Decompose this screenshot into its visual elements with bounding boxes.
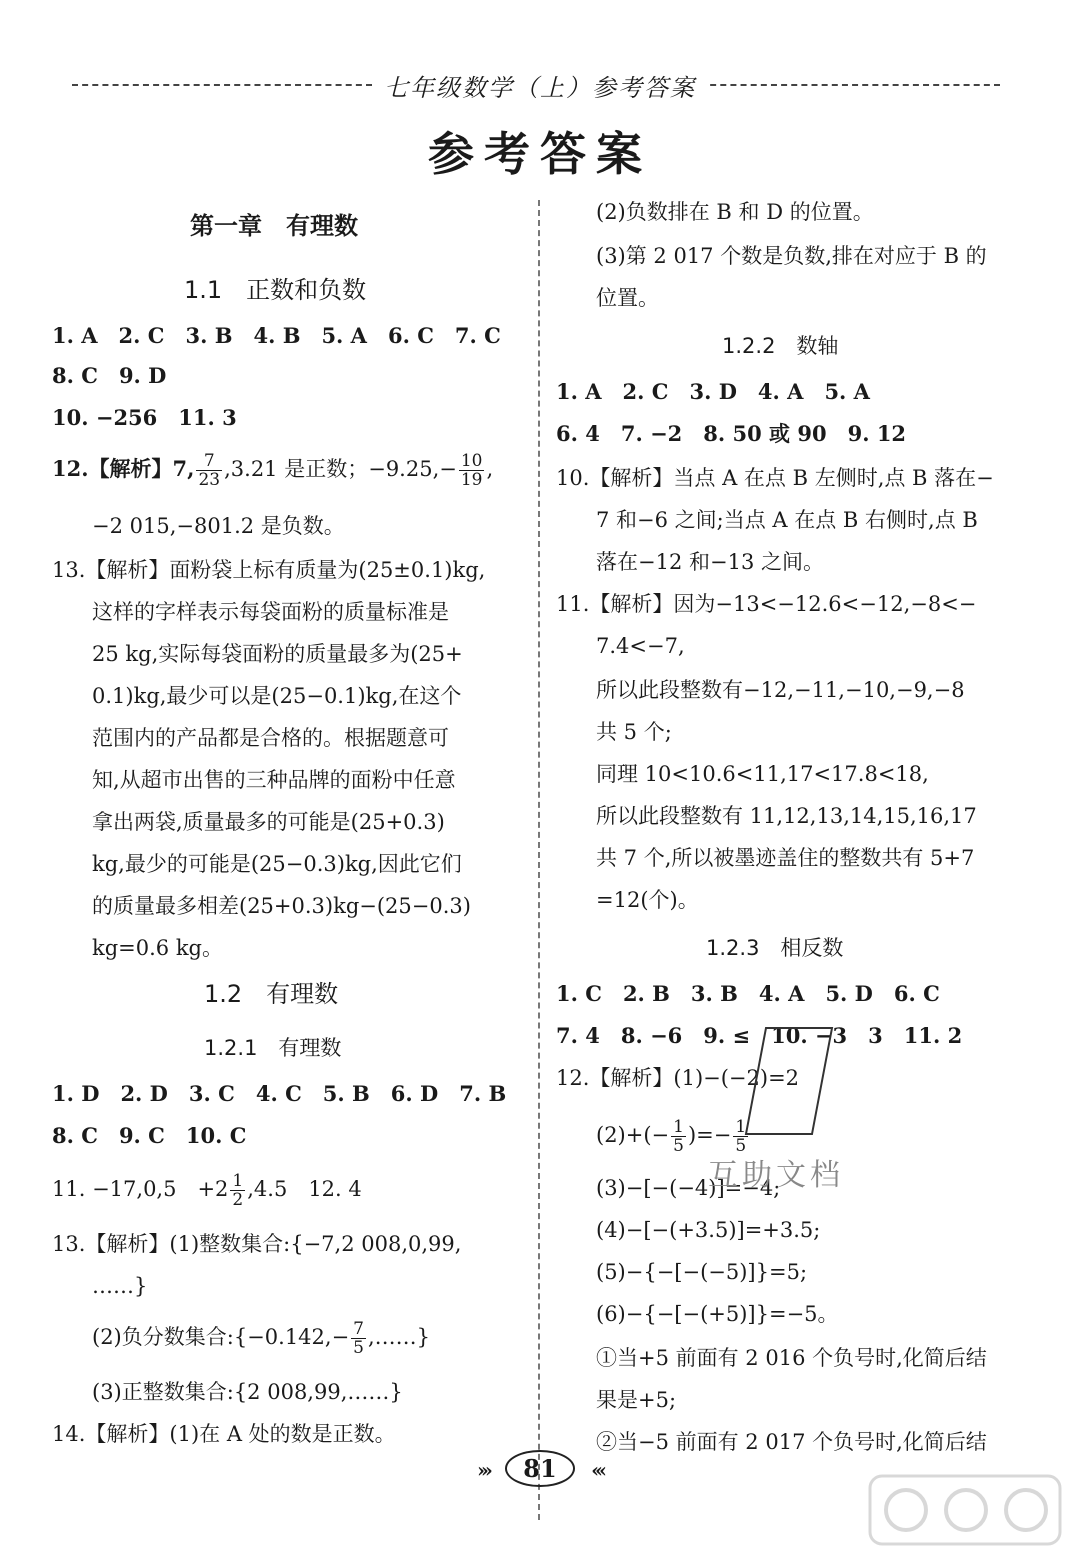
- answers-1-1-row2: 8. C 9. D: [52, 363, 167, 388]
- fraction: $\frac{10}{19}$: [460, 451, 483, 490]
- fraction: $\frac{7}{23}$: [198, 451, 221, 490]
- answer-11-line8: =12(个)。: [596, 888, 699, 912]
- answer-13-line6: 知,从超市出售的三种品牌的面粉中任意: [92, 768, 456, 792]
- chevron-right-icon: ›››: [476, 1458, 489, 1482]
- answer-14-line1: 14.【解析】(1)在 A 处的数是正数。: [52, 1422, 396, 1446]
- answer-13b-line3: (2)负分数集合:{−0.142,− $\frac{7}{5}$ ,……}: [92, 1319, 431, 1358]
- answer-13b-line2: ……}: [92, 1274, 148, 1298]
- answer-12b-line3: (3)−[−(−4)]=−4;: [596, 1176, 781, 1200]
- answer-13b-line4: (3)正整数集合:{2 008,99,……}: [92, 1380, 403, 1404]
- page-title: 参考答案: [428, 127, 652, 181]
- answers-1-2-1-row3: 11. −17,0,5 +2 $\frac{1}{2}$ ,4.5 12. 4: [52, 1171, 362, 1210]
- fraction: $\frac{1}{5}$: [735, 1117, 747, 1156]
- answer-12b-line5: (5)−{−[−(−5)]}=5;: [596, 1260, 808, 1284]
- answer-14-line2: (2)负数排在 B 和 D 的位置。: [596, 200, 874, 224]
- answer-11-line1: 11.【解析】因为−13<−12.6<−12,−8<−: [556, 592, 977, 616]
- answer-12b-line4: (4)−[−(+3.5)]=+3.5;: [596, 1218, 821, 1242]
- section-heading-1-2: 1.2 有理数: [204, 980, 339, 1008]
- subsection-heading-1-2-2: 1.2.2 数轴: [722, 334, 839, 358]
- answers-1-2-3-row2: 7. 4 8. −6 9. ≤ 10. −3 3 11. 2: [556, 1023, 963, 1048]
- fraction: $\frac{7}{5}$: [353, 1319, 364, 1358]
- answer-12b-line9: ②当−5 前面有 2 017 个负号时,化简后结: [596, 1430, 987, 1454]
- watermark-logo-icon: [866, 1470, 1066, 1550]
- answer-12b-line7: ①当+5 前面有 2 016 个负号时,化简后结: [596, 1346, 987, 1370]
- answer-12b-line6: (6)−{−[−(+5)]}=−5。: [596, 1302, 839, 1326]
- answer-11-line3: 所以此段整数有−12,−11,−10,−9,−8: [596, 678, 965, 702]
- answer-10-line1: 10.【解析】当点 A 在点 B 左侧时,点 B 落在−: [556, 466, 994, 490]
- answer-11-line5: 同理 10<10.6<11,17<17.8<18,: [596, 762, 929, 786]
- answer-10-line3: 落在−12 和−13 之间。: [596, 550, 824, 574]
- answer-14-line3: (3)第 2 017 个数是负数,排在对应于 B 的: [596, 244, 987, 268]
- fraction: $\frac{1}{2}$: [232, 1171, 244, 1210]
- section-heading-1-1: 1.1 正数和负数: [184, 276, 367, 304]
- subsection-heading-1-2-1: 1.2.1 有理数: [204, 1036, 342, 1060]
- chevron-left-icon: ‹‹‹: [591, 1458, 604, 1482]
- stamp-outline: [728, 1018, 848, 1138]
- answer-11-line7: 共 7 个,所以被墨迹盖住的整数共有 5+7: [596, 846, 975, 870]
- answer-13-line5: 范围内的产品都是合格的。根据题意可: [92, 726, 449, 750]
- answer-14-line4: 位置。: [596, 286, 659, 310]
- column-divider: [538, 200, 540, 1520]
- answer-13-line8: kg,最少的可能是(25−0.3)kg,因此它们: [92, 852, 462, 876]
- watermark-text: 互助文档: [708, 1158, 844, 1193]
- answer-13-line4: 0.1)kg,最少可以是(25−0.1)kg,在这个: [92, 684, 462, 708]
- answer-11-line6: 所以此段整数有 11,12,13,14,15,16,17: [596, 804, 977, 828]
- answers-1-2-2-row1: 1. A 2. C 3. D 4. A 5. A: [556, 379, 870, 404]
- answer-13-line1: 13.【解析】面粉袋上标有质量为(25±0.1)kg,: [52, 558, 486, 582]
- answer-12b-line1: 12.【解析】(1)−(−2)=2: [556, 1066, 800, 1090]
- answer-11-line4: 共 5 个;: [596, 720, 672, 744]
- answer-13b-line1: 13.【解析】(1)整数集合:{−7,2 008,0,99,: [52, 1232, 462, 1256]
- answer-12b-line2: (2)+(− $\frac{1}{5}$ )=− $\frac{1}{5}$: [596, 1117, 747, 1156]
- answer-12: 12.【解析】7, $\frac{7}{23}$ ,3.21 是正数；−9.25,− $\frac{10}{19}$ ,: [52, 451, 494, 490]
- answer-11-line2: 7.4<−7,: [596, 634, 685, 658]
- answers-1-2-1-row1: 1. D 2. D 3. C 4. C 5. B 6. D 7. B: [52, 1081, 507, 1106]
- answer-13-line2: 这样的字样表示每袋面粉的质量标准是: [92, 600, 449, 624]
- answers-1-2-1-row2: 8. C 9. C 10. C: [52, 1123, 247, 1148]
- answer-13-line9: 的质量最多相差(25+0.3)kg−(25−0.3): [92, 894, 471, 918]
- answer-12b-line8: 果是+5;: [596, 1388, 677, 1412]
- subsection-heading-1-2-3: 1.2.3 相反数: [706, 936, 844, 960]
- running-header: 七年级数学（上）参考答案: [0, 68, 1080, 103]
- fraction: $\frac{1}{5}$: [673, 1117, 684, 1156]
- answer-13-line3: 25 kg,实际每袋面粉的质量最多为(25+: [92, 642, 463, 666]
- page-number: ››› 81 ‹‹‹: [0, 1450, 1080, 1487]
- answer-13-line7: 拿出两袋,质量最多的可能是(25+0.3): [92, 810, 445, 834]
- answer-13-line10: kg=0.6 kg。: [92, 936, 224, 960]
- answer-12-line2: −2 015,−801.2 是负数。: [92, 514, 345, 538]
- answers-1-1-row1: 1. A 2. C 3. B 4. B 5. A 6. C 7. C: [52, 323, 501, 348]
- chapter-heading: 第一章 有理数: [190, 212, 358, 240]
- answer-10-line2: 7 和−6 之间;当点 A 在点 B 右侧时,点 B: [596, 508, 978, 532]
- answers-1-2-3-row1: 1. C 2. B 3. B 4. A 5. D 6. C: [556, 981, 940, 1006]
- answers-1-2-2-row2: 6. 4 7. −2 8. 50 或 90 9. 12: [556, 421, 907, 446]
- answers-1-1-row3: 10. −256 11. 3: [52, 405, 237, 430]
